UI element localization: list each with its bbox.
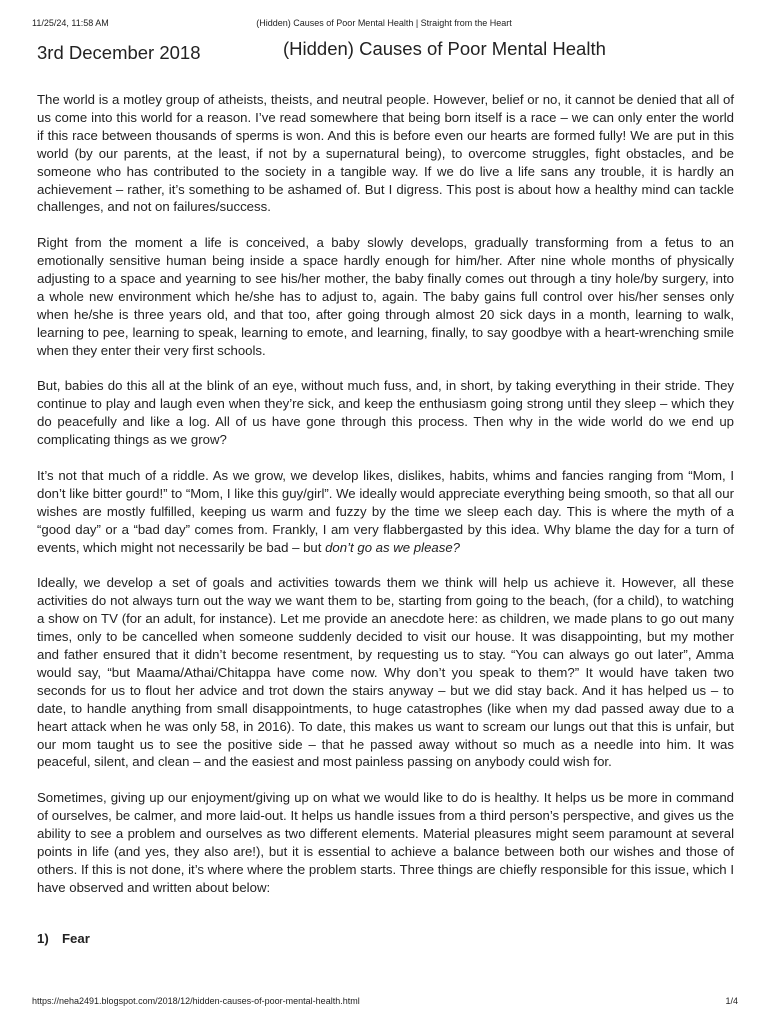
post-date: 3rd December 2018 — [37, 42, 201, 63]
page-indicator: 1/4 — [725, 996, 738, 1006]
post-body — [37, 91, 734, 897]
print-page-title: (Hidden) Causes of Poor Mental Health | Straight from the Heart — [256, 18, 512, 28]
paragraph-4-italic: don’t go as we please? — [325, 539, 460, 555]
paragraph-1: The world is a motley group of atheists, theists, and neutral people. However, belief or no, it cannot be denied that all of us come into this world for a reason. I’ve read somewhere that being born itself is a race – we can only enter the world if this race between thousands of sperms is won. And this is before even our hearts are formed fully! We are put in this world (by our parents, at the least, if not by a supernatural being), to overcome struggles, fight obstacles, and be someone who has contributed to the society in a tangible way. If we do live a life sans any trouble, it is hardly an achievement – rather, it’s something to be ashamed of. But I digress. This post is about how a healthy mind can tackle challenges, and not on failures/success. — [37, 92, 734, 215]
paragraph-2: Right from the moment a life is conceived, a baby slowly develops, gradually transforming from a fetus to an emotionally sensitive human being inside a space hardly enough for him/her. After nine whole months of physically adjusting to a space and yearning to see his/her mother, the baby finally comes out through a tiny hole/by surgery, into a whole new environment which he/she has to adjust to, again. The baby gains full control over his/her senses only when he/she is three years old, and that too, after going through almost 20 sick days in a month, learning to walk, learning to pee, learning to speak, learning to emote, and learning, finally, to say goodbye with a heart-wrenching smile when they enter their very first schools. — [37, 235, 734, 358]
print-header — [0, 17, 768, 31]
print-url: https://neha2491.blogspot.com/2018/12/hidden-causes-of-poor-mental-health.html — [32, 996, 360, 1006]
paragraph-4-text: It’s not that much of a riddle. As we grow, we develop likes, dislikes, habits, whims and fancies ranging from “Mom, I don’t like bitter gourd!” to “Mom, I like this guy/girl”. We ideally would appreciate everything being smooth, so that all our wishes are mostly fulfilled, keeping us warm and fuzzy by the time we sleep each day. This is where the myth of a “good day” or a “bad day” comes from. Frankly, I am very flabbergasted by this idea. Why blame the day for a turn of events, which might not necessarily be bad – but — [37, 467, 734, 555]
paragraph-4 — [37, 467, 734, 557]
paragraph-6: Sometimes, giving up our enjoyment/giving up on what we would like to do is healthy. It helps us be more in command of ourselves, be calmer, and more laid-out. It helps us handle issues from a third person’s perspective, and gives us the ability to see a problem and ourselves as two different elements. Material pleasures might seem paramount at several points in life (and yes, they also are!), but it is essential to achieve a balance between both our wishes and those of others. If this is not done, it’s where where the problem starts. Three things are chiefly responsible for this issue, which I have observed and written about below: — [37, 790, 734, 895]
section-number: 1) — [37, 931, 49, 946]
paragraph-5: Ideally, we develop a set of goals and activities towards them we think will help us achieve it. However, all these activities do not always turn out the way we want them to be, starting from going to the beach, (for a child), to watching a show on TV (for an adult, for instance). Let me provide an anecdote here: as children, we made plans to go out many times, only to be cancelled when someone suddenly decided to visit our house. It was disappointing, but my mother and father ensured that it didn’t become resentment, by requesting us to stay. “You can always go out later”, Amma would say, “but Maama/Athai/Chitappa have come now. Why don’t you speak to them?” It would have taken two seconds for us to flout her advice and trot down the stairs anyway – but we did stay back. And it has helped us – to date, to handle anything from small disappointments, to huge catastrophes (like when my dad passed away due to a heart attack when he was only 58, in 2016). To date, this makes us want to scream our lungs out that this is unfair, but our mom taught us to see the positive side – that he passed away without so much as a needle into him. It was peaceful, silent, and clean – and the easiest and most painless passing on anybody could wish for. — [37, 575, 734, 770]
print-footer — [0, 995, 768, 1009]
section-heading-text: Fear — [62, 931, 90, 946]
print-datetime: 11/25/24, 11:58 AM — [32, 18, 109, 28]
paragraph-3: But, babies do this all at the blink of an eye, without much fuss, and, in short, by taking everything in their stride. They continue to play and laugh even when they’re sick, and keep the enthusiasm going strong until they sleep – which they do peacefully and like a log. All of us have gone through this process. Then why in the wide world do we end up complicating things as we grow? — [37, 378, 734, 448]
section-heading-fear — [37, 930, 90, 948]
post-title: (Hidden) Causes of Poor Mental Health — [283, 38, 606, 59]
